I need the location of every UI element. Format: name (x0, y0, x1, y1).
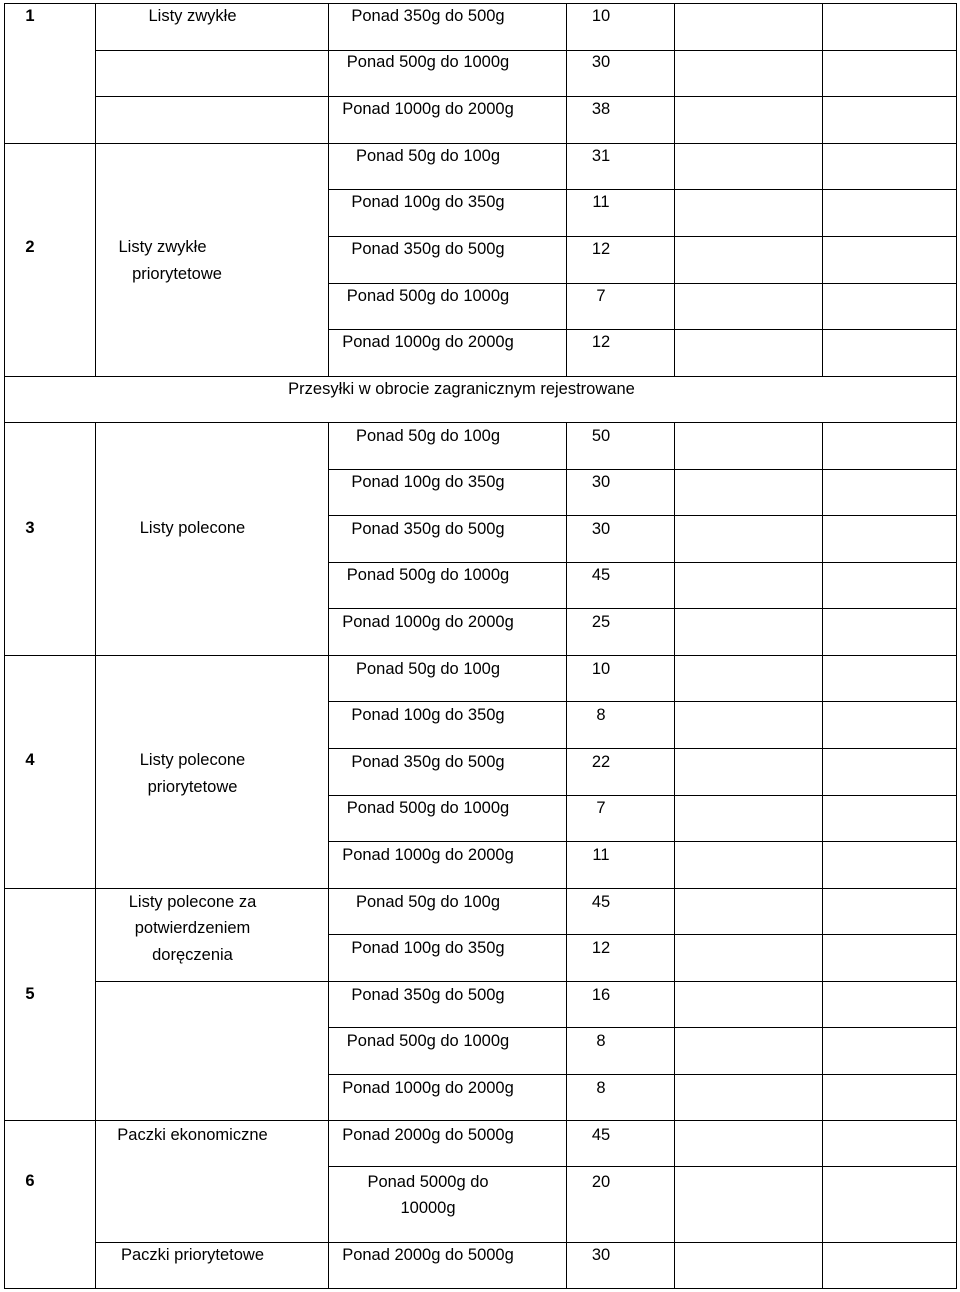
count-value: 12 (591, 939, 611, 957)
count-value: 30 (591, 473, 611, 491)
weight-range: Ponad 100g do 350g (351, 473, 505, 491)
category-label: Listy polecone (139, 519, 246, 537)
category-label: Listy polecone za (128, 893, 257, 911)
weight-range: Ponad 350g do 500g (351, 7, 505, 25)
column-divider (95, 422, 96, 1289)
section-header: Przesyłki w obrocie zagranicznym rejestrowane (288, 380, 635, 398)
count-value: 12 (591, 240, 611, 258)
weight-range: Ponad 350g do 500g (351, 520, 505, 538)
row-number: 2 (25, 238, 35, 256)
weight-range: Ponad 1000g do 2000g (342, 333, 514, 351)
table-border-left (4, 3, 5, 1289)
column-divider (674, 422, 675, 1289)
column-divider (822, 422, 823, 1289)
row-number: 4 (25, 751, 35, 769)
row-number: 1 (25, 7, 35, 25)
count-value: 8 (596, 706, 606, 724)
count-value: 10 (591, 660, 611, 678)
count-value: 38 (591, 100, 611, 118)
weight-range: Ponad 1000g do 2000g (342, 1079, 514, 1097)
weight-range: Ponad 5000g do (367, 1173, 489, 1191)
count-value: 45 (591, 893, 611, 911)
count-value: 11 (592, 193, 610, 211)
table-border-right (956, 3, 957, 1289)
row-divider (328, 1166, 957, 1167)
count-value: 45 (591, 1126, 611, 1144)
weight-range: Ponad 350g do 500g (351, 986, 505, 1004)
weight-range: Ponad 2000g do 5000g (342, 1246, 514, 1264)
count-value: 30 (591, 53, 611, 71)
weight-range: Ponad 100g do 350g (351, 706, 505, 724)
weight-range: Ponad 500g do 1000g (346, 799, 510, 817)
row-number: 3 (25, 519, 35, 537)
weight-range: Ponad 500g do 1000g (346, 53, 510, 71)
category-label: Paczki ekonomiczne (117, 1126, 268, 1144)
count-value: 12 (591, 333, 611, 351)
weight-range: Ponad 1000g do 2000g (342, 613, 514, 631)
count-value: 50 (591, 427, 611, 445)
count-value: 20 (591, 1173, 611, 1191)
category-label: Listy polecone (139, 751, 246, 769)
row-number: 6 (25, 1172, 35, 1190)
count-value: 25 (591, 613, 611, 631)
weight-range: Ponad 1000g do 2000g (342, 100, 514, 118)
column-divider (822, 3, 823, 376)
category-label: Listy zwykłe (118, 238, 207, 256)
count-value: 10 (591, 7, 611, 25)
weight-range: Ponad 350g do 500g (351, 753, 505, 771)
count-value: 30 (591, 520, 611, 538)
weight-range: Ponad 50g do 100g (355, 427, 501, 445)
row-number: 5 (25, 985, 35, 1003)
count-value: 45 (591, 566, 611, 584)
weight-range: Ponad 2000g do 5000g (342, 1126, 514, 1144)
column-divider (95, 3, 96, 376)
category-label: potwierdzeniem (134, 919, 251, 937)
category-label: priorytetowe (132, 265, 222, 283)
weight-range: Ponad 50g do 100g (355, 660, 501, 678)
count-value: 11 (592, 846, 610, 864)
count-value: 7 (596, 799, 606, 817)
weight-range: Ponad 500g do 1000g (346, 566, 510, 584)
category-label: Listy zwykłe (148, 7, 237, 25)
count-value: 7 (596, 287, 606, 305)
count-value: 22 (591, 753, 611, 771)
group-divider (4, 1120, 957, 1121)
weight-range: 10000g (400, 1199, 456, 1217)
weight-range: Ponad 500g do 1000g (346, 1032, 510, 1050)
weight-range: Ponad 50g do 100g (355, 147, 501, 165)
weight-range: Ponad 1000g do 2000g (342, 846, 514, 864)
category-label: priorytetowe (147, 778, 238, 796)
count-value: 30 (591, 1246, 611, 1264)
count-value: 8 (596, 1032, 606, 1050)
weight-range: Ponad 100g do 350g (351, 193, 505, 211)
count-value: 16 (591, 986, 611, 1004)
weight-range: Ponad 350g do 500g (351, 240, 505, 258)
weight-range: Ponad 100g do 350g (351, 939, 505, 957)
category-label: doręczenia (152, 946, 233, 964)
table-border-bottom (4, 1288, 957, 1289)
column-divider (674, 3, 675, 376)
weight-range: Ponad 500g do 1000g (346, 287, 510, 305)
count-value: 8 (596, 1079, 606, 1097)
category-label: Paczki priorytetowe (120, 1246, 265, 1264)
weight-range: Ponad 50g do 100g (355, 893, 501, 911)
count-value: 31 (591, 147, 611, 165)
